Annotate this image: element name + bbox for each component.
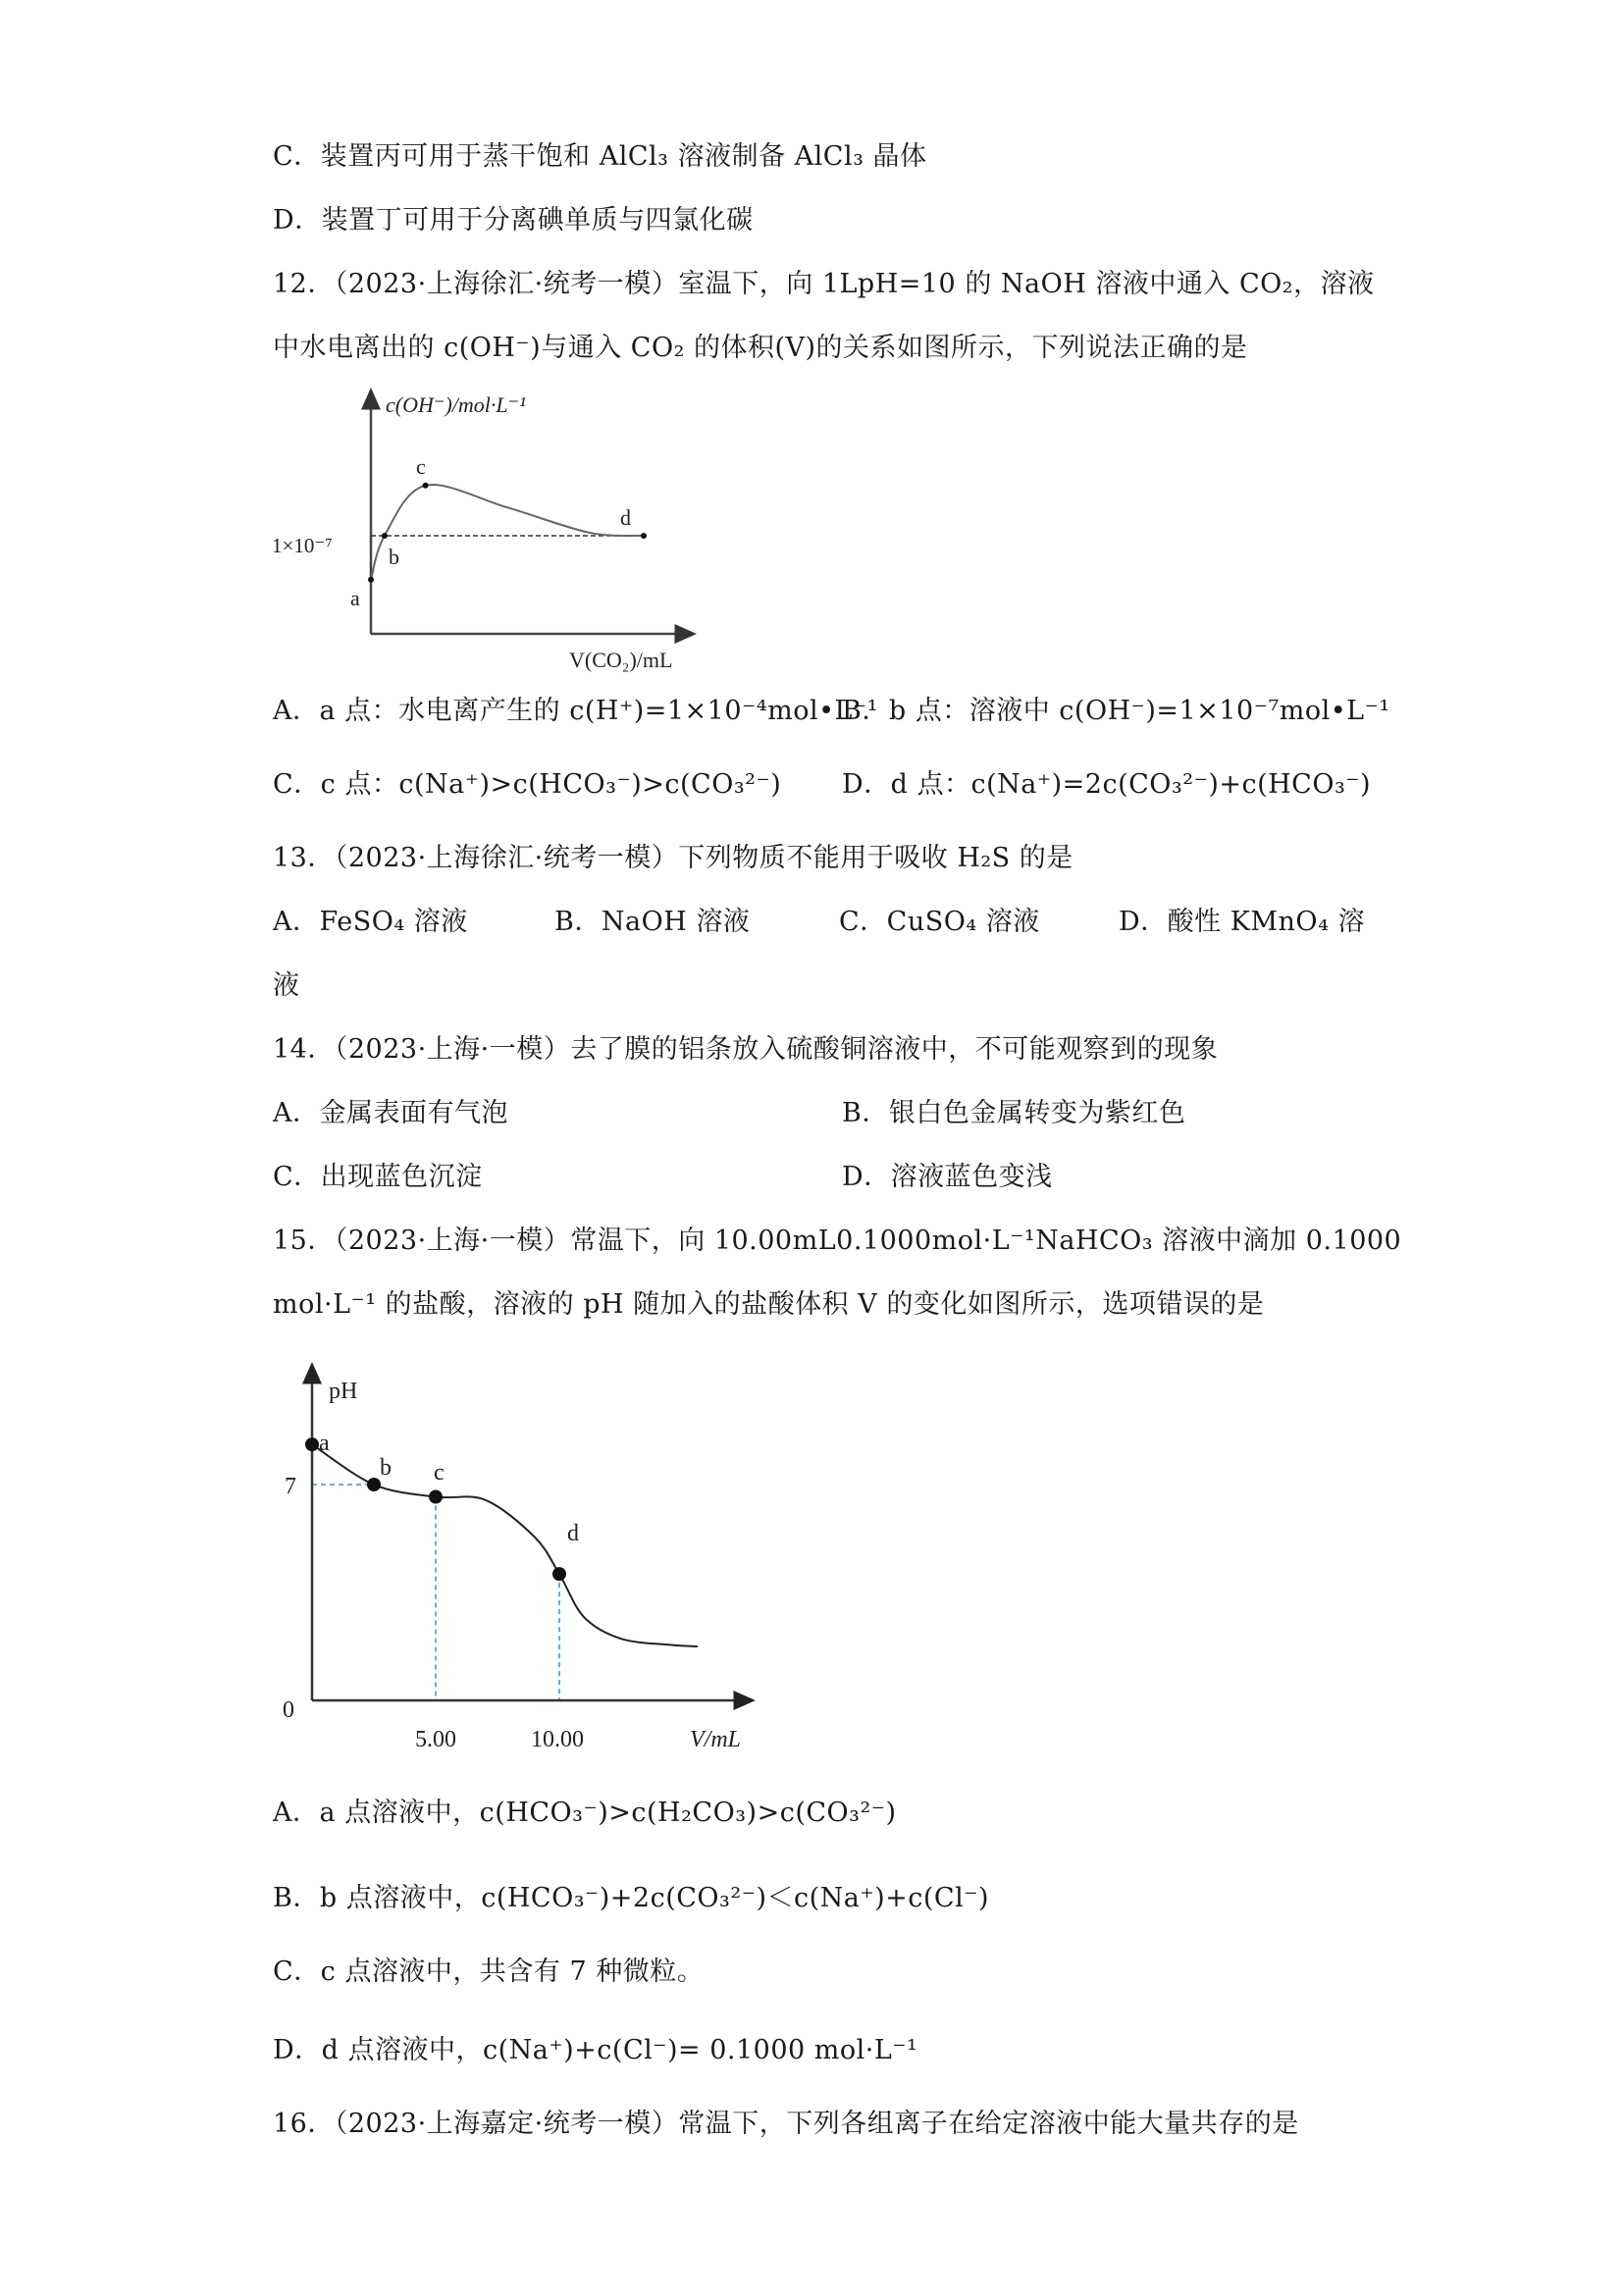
point-label-c: c [434, 1460, 445, 1486]
question-15-stem-line2: mol·L⁻¹ 的盐酸，溶液的 pH 随加入的盐酸体积 V 的变化如图所示，选项错误的是 [273, 1289, 1265, 1320]
point-label-b: b [380, 1455, 392, 1481]
question-13-stem: 13．（2023·上海徐汇·统考一模）下列物质不能用于吸收 H₂S 的是 [273, 843, 1073, 873]
option-d-q11: D．装置丁可用于分离碘单质与四氯化碳 [273, 205, 754, 235]
q13-option-c[interactable]: C．CuSO₄ 溶液 [839, 907, 1040, 937]
y-axis-label: pH [329, 1379, 358, 1404]
question-15-stem-line1: 15．（2023·上海·一模）常温下，向 10.00mL0.1000mol·L⁻¹NaHCO₃ 溶液中滴加 0.1000 [273, 1226, 1402, 1256]
q12-option-b[interactable]: B．b 点：溶液中 c(OH⁻)=1×10⁻⁷mol•L⁻¹ [842, 696, 1390, 726]
q15-option-b[interactable]: B．b 点溶液中，c(HCO₃⁻)+2c(CO₃²⁻)＜c(Na⁺)+c(Cl⁻) [273, 1883, 990, 1913]
point-label-a: a [319, 1431, 330, 1456]
data-point-b [367, 1478, 381, 1491]
data-point-a [305, 1437, 319, 1451]
question-12-stem-line2: 中水电离出的 c(OH⁻)与通入 CO₂ 的体积(V)的关系如图所示，下列说法正确的是 [273, 333, 1248, 363]
y-tick-7: 7 [285, 1474, 296, 1499]
question-14-stem: 14．（2023·上海·一模）去了膜的铝条放入硫酸铜溶液中，不可能观察到的现象 [273, 1034, 1219, 1065]
point-label-d: d [567, 1521, 579, 1546]
point-label-c: c [416, 454, 426, 479]
y-axis-label: c(OH⁻)/mol·L⁻¹ [386, 392, 526, 417]
q12-option-d[interactable]: D．d 点：c(Na⁺)=2c(CO₃²⁻)+c(HCO₃⁻) [842, 769, 1372, 800]
data-point-d [552, 1567, 566, 1581]
q14-option-d[interactable]: D．溶液蓝色变浅 [842, 1162, 1053, 1192]
q13-option-d[interactable]: D．酸性 KMnO₄ 溶 [1119, 907, 1365, 937]
point-label-d: d [620, 505, 631, 530]
x-tick-5: 5.00 [415, 1727, 456, 1752]
question-12-stem-line1: 12．（2023·上海徐汇·统考一模）室温下，向 1LpH=10 的 NaOH 溶液中通入 CO₂，溶液 [273, 269, 1375, 299]
q14-option-c[interactable]: C．出现蓝色沉淀 [273, 1162, 483, 1192]
q12-option-a[interactable]: A．a 点：水电离产生的 c(H⁺)=1×10⁻⁴mol•L⁻¹ [273, 696, 879, 726]
q13-option-b[interactable]: B．NaOH 溶液 [554, 907, 751, 937]
q12-option-c[interactable]: C．c 点：c(Na⁺)>c(HCO₃⁻)>c(CO₃²⁻) [273, 769, 782, 800]
q15-option-a[interactable]: A．a 点溶液中，c(HCO₃⁻)>c(H₂CO₃)>c(CO₃²⁻) [273, 1798, 897, 1828]
option-c-q11: C．装置丙可用于蒸干饱和 AlCl₃ 溶液制备 AlCl₃ 晶体 [273, 141, 927, 172]
y-tick-0: 0 [283, 1697, 294, 1723]
q14-option-b[interactable]: B．银白色金属转变为紫红色 [842, 1098, 1186, 1128]
q15-option-c[interactable]: C．c 点溶液中，共含有 7 种微粒。 [273, 1957, 705, 1987]
q13-option-d-continued: 液 [273, 970, 300, 1001]
q15-option-d[interactable]: D．d 点溶液中，c(Na⁺)+c(Cl⁻)= 0.1000 mol·L⁻¹ [273, 2035, 918, 2065]
y-tick-label: 1×10⁻⁷ [272, 534, 333, 557]
q13-option-a[interactable]: A．FeSO₄ 溶液 [273, 907, 468, 937]
point-label-a: a [350, 586, 360, 610]
x-tick-10: 10.00 [531, 1727, 584, 1752]
point-label-b: b [389, 545, 399, 569]
curve-ph [312, 1444, 698, 1646]
x-axis-label: V(CO₂)/mL [569, 648, 673, 672]
data-point-c [429, 1490, 443, 1504]
question-16-stem: 16．（2023·上海嘉定·统考一模）常温下，下列各组离子在给定溶液中能大量共存的是 [273, 2109, 1299, 2139]
x-axis-label: V/mL [690, 1727, 742, 1752]
q14-option-a[interactable]: A．金属表面有气泡 [273, 1098, 508, 1128]
